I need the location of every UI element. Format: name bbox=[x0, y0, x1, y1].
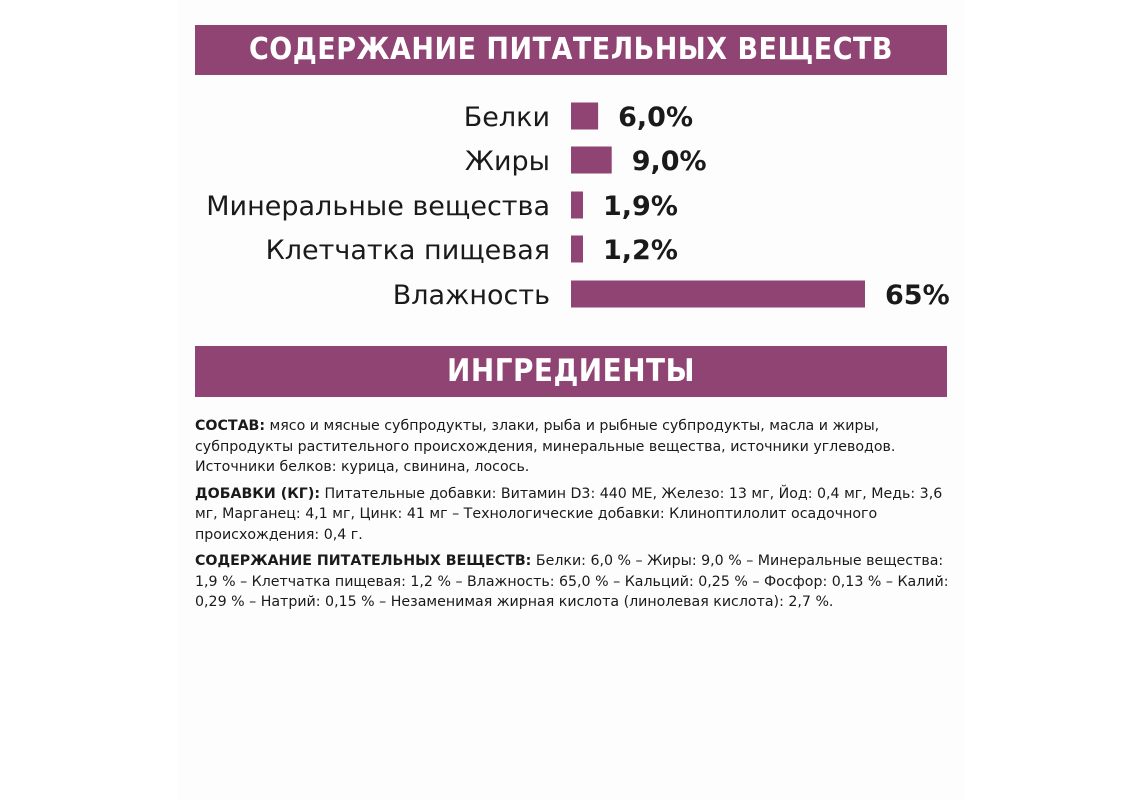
value-label: 9,0% bbox=[631, 146, 707, 177]
category-label: Жиры bbox=[464, 146, 550, 177]
value-label: 6,0% bbox=[618, 102, 694, 133]
category-label: Клетчатка пищевая bbox=[265, 235, 550, 266]
value-label: 65% bbox=[885, 280, 950, 311]
additives-text: Питательные добавки: Витамин D3: 440 МЕ, Железо: 13 мг, Йод: 0,4 мг, Медь: 3,6 мг, Марганец: 4,1 мг, Цинк: 41 мг – Технологические добавки: Клиноптилолит осадочного происхождения: 0,4 г. bbox=[195, 485, 943, 543]
composition-label: СОСТАВ: bbox=[195, 418, 266, 434]
nutrients-paragraph bbox=[195, 551, 955, 613]
value-label: 1,9% bbox=[603, 191, 678, 222]
ingredients-header: ИНГРЕДИЕНТЫ bbox=[195, 346, 947, 397]
bar bbox=[571, 103, 598, 130]
nutrients-text: Белки: 6,0 % – Жиры: 9,0 % – Минеральные вещества: 1,9 % – Клетчатка пищевая: 1,2 % – Влажность: 65,0 % – Кальций: 0,25 % – Фосфор: 0,13 % – Калий: 0,29 % – Натрий: 0,15 % – Незаменимая жирная кислота (линолевая кислота): 2,7 %. bbox=[195, 553, 949, 610]
value-label: 1,2% bbox=[603, 235, 678, 266]
additives-label: ДОБАВКИ (КГ): bbox=[195, 485, 320, 502]
ingredients-section bbox=[195, 416, 955, 619]
bar bbox=[571, 147, 612, 174]
nutrients-header: СОДЕРЖАНИЕ ПИТАТЕЛЬНЫХ ВЕЩЕСТВ bbox=[195, 25, 947, 75]
bar bbox=[571, 192, 583, 219]
category-label: Белки bbox=[463, 102, 550, 133]
nutrient-bar-chart bbox=[0, 0, 1143, 340]
bar bbox=[571, 236, 583, 263]
category-label: Влажность bbox=[392, 280, 550, 311]
bar bbox=[571, 281, 865, 308]
composition-text: мясо и мясные субпродукты, злаки, рыба и рыбные субпродукты, масла и жиры, субпродукты растительного происхождения, минеральные вещества, источники углеводов. Источники белков: курица, свинина, лосось. bbox=[195, 418, 896, 475]
category-label: Минеральные вещества bbox=[206, 191, 550, 222]
composition-paragraph bbox=[195, 416, 955, 478]
nutrients-label: СОДЕРЖАНИЕ ПИТАТЕЛЬНЫХ ВЕЩЕСТВ: bbox=[195, 553, 532, 569]
additives-paragraph bbox=[195, 484, 955, 546]
